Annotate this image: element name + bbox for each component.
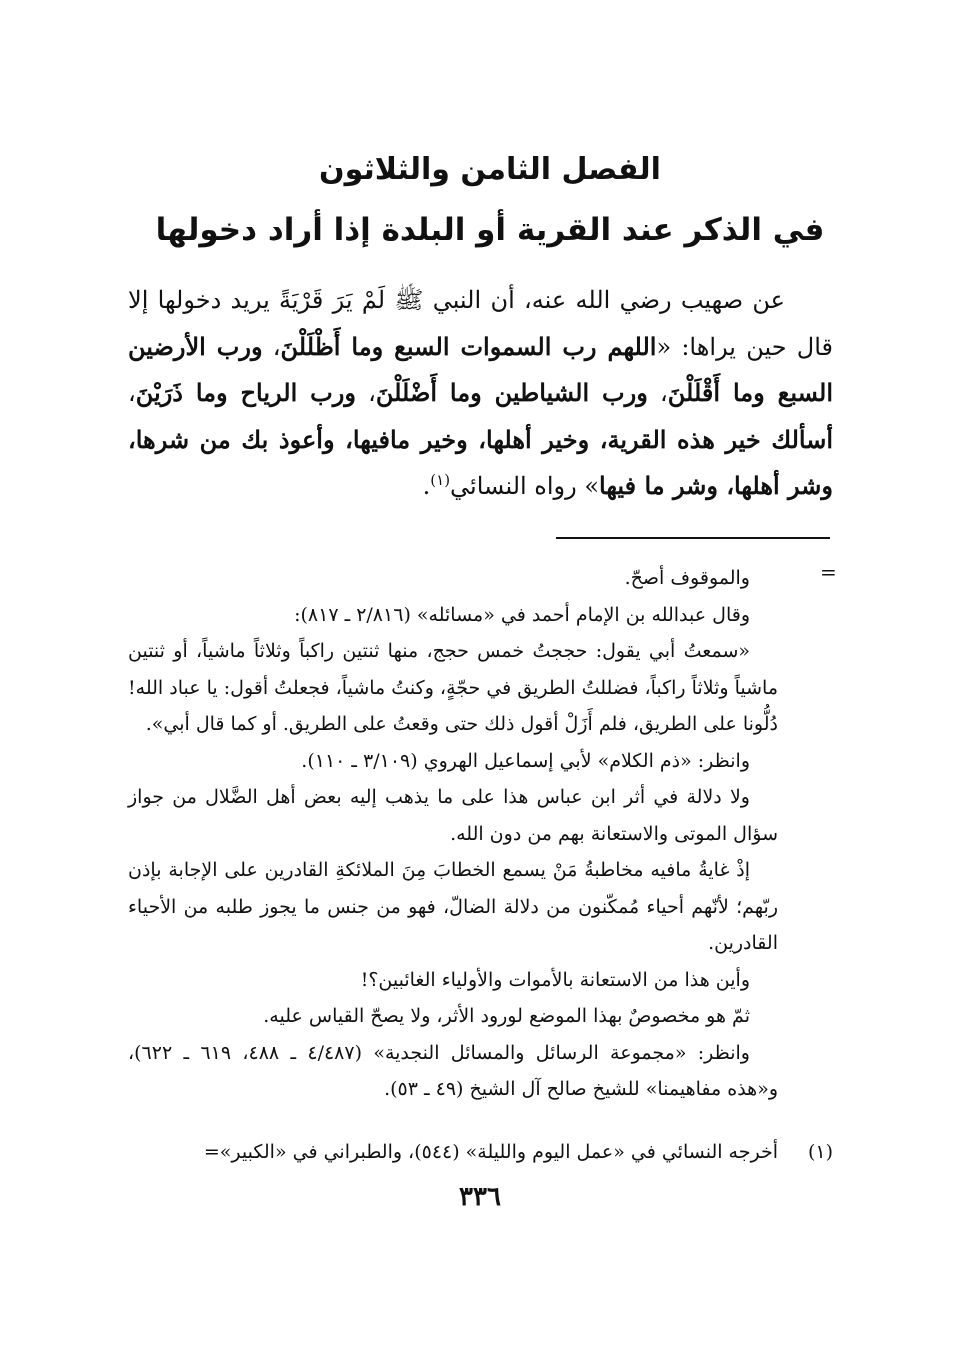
dua-separator: ، bbox=[128, 379, 136, 407]
footnote-text: أخرجه النسائي في «عمل اليوم والليلة» (٥٤٤)، والطبراني في «الكبير»= bbox=[203, 1141, 778, 1163]
hadith-source: » رواه النسائي bbox=[450, 472, 600, 500]
footnote-paragraph: وانظر: «ذم الكلام» لأبي إسماعيل الهروي (٣/١٠٩ ـ ١١٠). bbox=[301, 749, 750, 772]
continuation-mark: = bbox=[820, 560, 837, 584]
footnote-reference[interactable]: (١) bbox=[430, 471, 451, 489]
hadith-paragraph bbox=[128, 278, 833, 510]
dua-phrase-3: ورب الشياطين وما أَضْلَلْنَ bbox=[375, 378, 648, 407]
footnote-paragraph: «سمعتُ أبي يقول: حججتُ خمس حجج، منها ثنتين راكباً وثلاثاً ماشياً، أو ثنتين ماشياً وثلاثاً راكباً، فضللتُ الطريق في حجّةٍ، وكنتُ ماشياً، فجعلتُ أقول: يا عباد الله! دُلُّونا على الطريق، فلم أَزَلْ أقول ذلك حتى وقعتُ على الطريق. أو كما قال أبي». bbox=[128, 640, 778, 735]
dua-phrase-5: أسألك خير هذه القرية، وخير أهلها، وخير مافيها، وأعوذ بك من شرها، وشر أهلها، وشر ما فيها bbox=[128, 424, 833, 500]
footnote-separator bbox=[556, 537, 830, 539]
dua-separator: ، bbox=[647, 379, 668, 407]
chapter-subtitle: في الذكر عند القرية أو البلدة إذا أراد دخولها bbox=[155, 212, 825, 248]
footnote-paragraph: وأين هذا من الاستعانة بالأموات والأولياء الغائبين؟! bbox=[360, 968, 750, 991]
dua-phrase-2: ورب الأرضين السبع وما أَقْلَلْنَ bbox=[128, 331, 834, 407]
footnote-paragraph: ولا دلالة في أثر ابن عباس هذا على ما يذهب إليه بعض أهل الضَّلال من جواز سؤال الموتى والاستعانة بهم من دون الله. bbox=[128, 786, 778, 845]
dua-separator: ، bbox=[355, 379, 376, 407]
footnote-number: (١) bbox=[807, 1141, 833, 1163]
dua-phrase-4: ورب الرياح وما ذَرَيْنَ bbox=[135, 378, 356, 407]
footnote-paragraph: والموقوف أصحّ. bbox=[624, 567, 750, 589]
chapter-heading bbox=[120, 140, 860, 260]
footnote-paragraph: وانظر: «مجموعة الرسائل والمسائل النجدية» (٤/٤٨٧ ـ ٤٨٨، ٦١٩ ـ ٦٢٢)، و«هذه مفاهيمنا» للشيخ صالح آل الشيخ (٤٩ ـ ٥٣). bbox=[128, 1041, 778, 1100]
footnote-paragraph: وقال عبدالله بن الإمام أحمد في «مسائله» (٢/٨١٦ ـ ٨١٧): bbox=[294, 603, 750, 626]
dua-phrase-1: اللهم رب السموات السبع وما أَظْلَلْنَ bbox=[280, 331, 657, 361]
hadith-end: . bbox=[422, 472, 431, 500]
footnote-paragraph: إذْ غايةُ مافيه مخاطبةُ مَنْ يسمع الخطابَ مِنَ الملائكةِ القادرين على الإجابة بإذن ربّهم؛ لأنّهم أحياء مُمكّنون من دلالة الضالّ، فهو من جنس ما يجوز طلبه من الأحياء القادرين. bbox=[128, 859, 778, 954]
hadith-intro: عن صهيب رضي الله عنه، أن النبي ﷺ لَمْ يَرَ قَرْيَةً يريد دخولها إلا قال حين يراها: « bbox=[128, 286, 833, 361]
footnote-1 bbox=[128, 1134, 833, 1170]
chapter-title: الفصل الثامن والثلاثون bbox=[319, 152, 661, 187]
dua-separator: ، bbox=[262, 332, 281, 361]
page-number: ٣٣٦ bbox=[459, 1182, 501, 1212]
footnotes-section bbox=[128, 560, 778, 1108]
footnote-paragraph: ثمّ هو مخصوصٌ بهذا الموضع لورود الأثر، ولا يصحّ القياس عليه. bbox=[263, 1005, 750, 1027]
